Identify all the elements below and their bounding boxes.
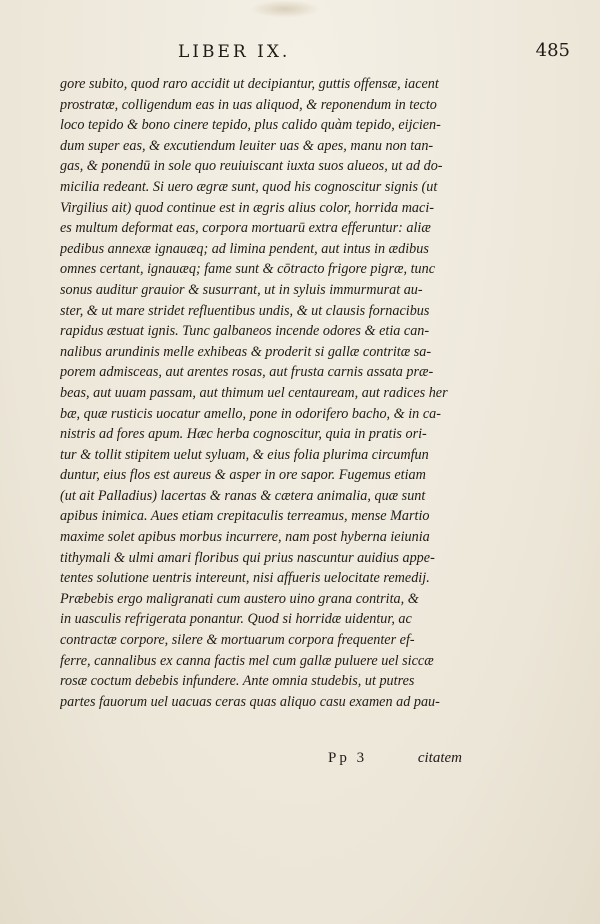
text-line: ferre, cannalibus ex canna factis mel cum gallæ puluere uel siccæ [60, 652, 434, 669]
text-line: es multum deformat eas, corpora mortuarū extra efferuntur: aliæ [60, 220, 431, 237]
text-line: gas, & ponendū in sole quo reuiuiscant iuxta suos alueos, ut ad do- [60, 158, 443, 175]
text-line: rosæ coctum debebis infundere. Ante omnia studebis, ut putres [60, 673, 415, 690]
text-line: (ut ait Palladius) lacertas & ranas & cætera animalia, quæ sunt [60, 487, 426, 504]
text-line: pedibus annexæ ignauæq; ad limina pendent, aut intus in ædibus [60, 240, 429, 257]
text-line: Virgilius ait) quod continue est in ægris alius color, horrida maci- [60, 199, 434, 216]
text-line: nistris ad fores apum. Hæc herba cognoscitur, quia in pratis ori- [60, 426, 427, 443]
text-line: beas, aut uuam passam, aut thimum uel centauream, aut radices her [60, 384, 448, 401]
text-line: loco tepido & bono cinere tepido, plus calido quàm tepido, eijcien- [60, 117, 441, 134]
text-line: gore subito, quod raro accidit ut decipiantur, guttis offensæ, iacent [60, 76, 439, 92]
text-line: apibus inimica. Aues etiam crepitaculis terreamus, mense Martio [60, 508, 430, 525]
text-line: tithymali & ulmi amari floribus qui prius nascuntur auidius appe- [60, 549, 435, 566]
text-line: duntur, eius flos est aureus & asper in ore sapor. Fugemus etiam [60, 467, 426, 484]
text-line: bæ, quæ rusticis uocatur amello, pone in odorifero bacho, & in ca- [60, 405, 441, 422]
text-line: tur & tollit stipitem uelut syluam, & eius folia plurima circumfun [60, 446, 429, 463]
text-line: nalibus arundinis melle exhibeas & proderit si gallæ contritæ sa- [60, 343, 432, 360]
text-line: maxime solet apibus morbus incurrere, nam post hyberna ieiunia [60, 529, 430, 546]
paper-stain [250, 0, 320, 18]
running-head: LIBER IX. [178, 42, 291, 62]
page-footer [60, 748, 462, 772]
text-line: prostratæ, colligendum eas in uas aliquod, & reponendum in tecto [60, 96, 437, 113]
text-line: rapidus æstuat ignis. Tunc galbaneos incende odores & etia can- [60, 323, 430, 340]
page-number: 485 [535, 40, 570, 61]
text-line: tentes solutione uentris intereunt, nisi affueris uelocitate remedij. [60, 570, 430, 587]
text-line: contractæ corpore, silere & mortuarum corpora frequenter ef- [60, 632, 415, 649]
body-text [60, 74, 462, 712]
text-line: ster, & ut mare stridet refluentibus undis, & ut clausis fornacibus [60, 302, 430, 319]
page-header [150, 40, 570, 66]
signature-mark: Pp 3 [328, 750, 368, 766]
catchword: citatem [417, 750, 462, 766]
text-line: micilia redeant. Si uero ægræ sunt, quod his cognoscitur signis (ut [60, 178, 438, 195]
text-line: in uasculis refrigerata ponantur. Quod si horridæ uidentur, ac [60, 611, 412, 628]
text-line: omnes certant, ignauæq; fame sunt & cōtracto frigore pigræ, tunc [60, 261, 436, 278]
text-line: sonus auditur grauior & susurrant, ut in syluis immurmurat au- [60, 281, 423, 298]
text-line: Præbebis ergo maligranati cum austero uino grana contrita, & [60, 590, 419, 607]
text-line: partes fauorum uel uacuas ceras quas aliquo casu examen ad pau- [60, 693, 440, 710]
text-line: porem admisceas, aut arentes rosas, aut frusta carnis assata præ- [60, 364, 434, 381]
text-line: dum super eas, & excutiendum leuiter uas & apes, manu non tan- [60, 137, 434, 154]
